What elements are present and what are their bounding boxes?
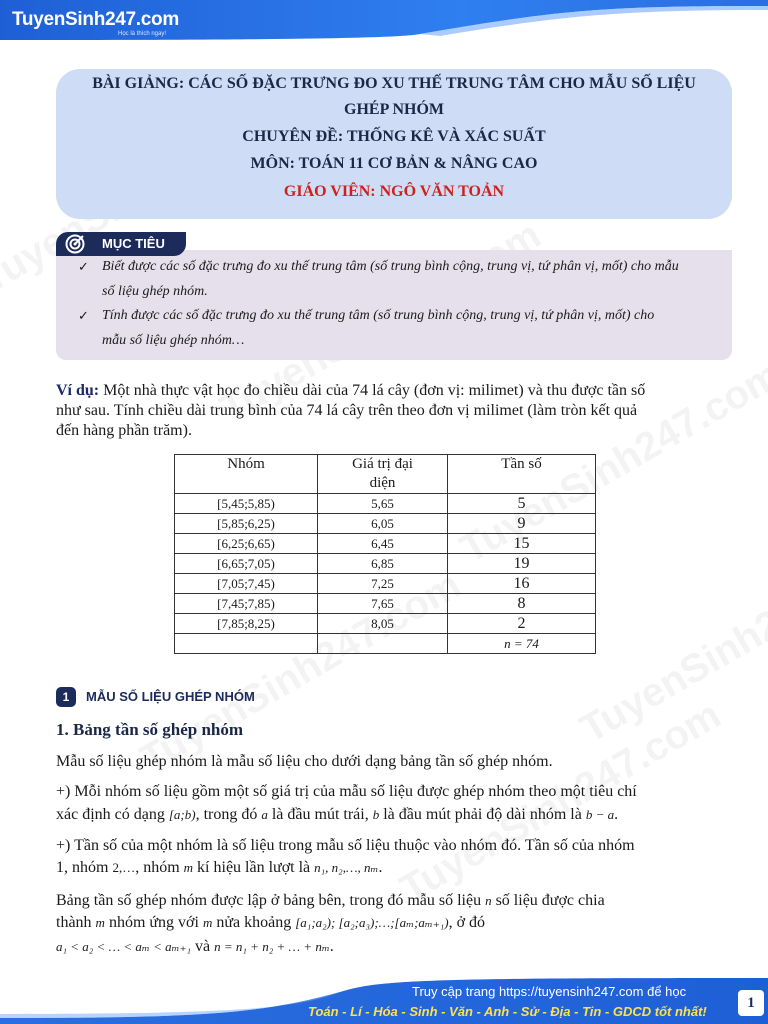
table-total-row (175, 634, 596, 654)
frequency-cell: 8 (448, 594, 596, 614)
text: , ở đó (448, 914, 486, 931)
group-cell: [6,65;7,05) (175, 554, 318, 574)
table-row (175, 494, 596, 514)
site-logo[interactable]: TuyenSinh247.com (12, 9, 179, 30)
math-expression: n = n₁ + n₂ + … + nₘ (214, 939, 330, 954)
group-description-paragraph (56, 782, 732, 824)
text: nửa khoảng (216, 914, 292, 931)
table-row (175, 594, 596, 614)
frequency-description-line1: +) Tần số của một nhóm là số liệu trong mẫu số liệu thuộc vào nhóm đó. Tần số của nhóm (56, 837, 635, 854)
group-description-line1: +) Mỗi nhóm số liệu gồm một số giá trị của mẫu số liệu được ghép nhóm theo một tiêu chí (56, 783, 637, 800)
table-row (175, 554, 596, 574)
value-cell: 6,05 (318, 514, 448, 534)
text: xác định có dạng (56, 806, 165, 823)
empty-cell (318, 634, 448, 654)
math-expression: m (202, 915, 213, 930)
text: , nhóm (135, 859, 180, 876)
math-expression: n (485, 893, 492, 908)
text: là đầu mút phải độ dài nhóm là (383, 806, 582, 823)
text: Bảng tần số ghép nhóm được lập ở bảng bên, trong đó mẫu số liệu (56, 892, 482, 909)
page-number: 1 (738, 990, 764, 1016)
teacher-name: GIÁO VIÊN: NGÔ VĂN TOẢN (283, 183, 505, 200)
text: kí hiệu lần lượt là (197, 859, 311, 876)
math-expression: [a₁;a₂); [a₂;a₃);…;[aₘ;aₘ₊₁) (295, 915, 449, 930)
text: . (614, 806, 619, 823)
frequency-cell: 9 (448, 514, 596, 534)
frequency-cell: 2 (448, 614, 596, 634)
table-construction-paragraph (56, 891, 732, 956)
value-cell: 7,25 (318, 574, 448, 594)
logo-tagline: Học là thích ngay! (118, 31, 167, 37)
title-box (56, 69, 732, 219)
subsection-title: 1. Bảng tần số ghép nhóm (56, 720, 244, 739)
math-expression: a₁ < a₂ < … < aₘ < aₘ₊₁ (56, 939, 192, 954)
math-expression: 2,… (112, 860, 136, 875)
text: và (195, 938, 211, 955)
math-expression: b − a (585, 807, 615, 822)
lesson-title-line1: BÀI GIẢNG: CÁC SỐ ĐẶC TRƯNG ĐO XU THẾ TRUNG TÂM CHO MẪU SỐ LIỆU (92, 75, 696, 92)
empty-cell (175, 634, 318, 654)
footer-subjects-text: Toán - Lí - Hóa - Sinh - Văn - Anh - Sử - Địa - Tin - GDCD tốt nhất! (308, 1004, 707, 1019)
check-icon: ✓ (78, 259, 89, 274)
definition-paragraph: Mẫu số liệu ghép nhóm là mẫu số liệu cho dưới dạng bảng tần số ghép nhóm. (56, 753, 553, 770)
frequency-description-paragraph (56, 836, 732, 877)
table-row (175, 614, 596, 634)
frequency-cell: 15 (448, 534, 596, 554)
example-line1: Một nhà thực vật học đo chiều dài của 74 lá cây (đơn vị: milimet) và thu được tần số (103, 382, 646, 399)
math-expression: [a;b) (168, 807, 196, 822)
frequency-description-line2 (56, 858, 732, 877)
frequency-cell: 16 (448, 574, 596, 594)
objectives-label: MỤC TIÊU (102, 236, 165, 251)
group-cell: [6,25;6,65) (175, 534, 318, 554)
group-cell: [5,85;6,25) (175, 514, 318, 534)
subject-title: MÔN: TOÁN 11 CƠ BẢN & NÂNG CAO (250, 155, 538, 172)
value-cell: 6,85 (318, 554, 448, 574)
group-cell: [7,05;7,45) (175, 574, 318, 594)
text: . (378, 859, 383, 876)
frequency-cell: 19 (448, 554, 596, 574)
group-cell: [5,45;5,85) (175, 494, 318, 514)
text: nhóm ứng với (108, 914, 199, 931)
value-cell: 5,65 (318, 494, 448, 514)
frequency-cell: 5 (448, 494, 596, 514)
header-frequency: Tần số (448, 455, 596, 494)
math-expression: b (372, 807, 380, 822)
table-row (175, 574, 596, 594)
text: , trong đó (195, 806, 258, 823)
text: 1, nhóm (56, 859, 109, 876)
objective-2-line2: mẫu số liệu ghép nhóm… (102, 333, 245, 348)
frequency-table (174, 454, 596, 654)
math-expression: m (95, 915, 105, 930)
header-representative (318, 455, 448, 494)
objective-2-line1: Tính được các số đặc trưng đo xu thế trung tâm (số trung bình cộng, trung vị, tứ phân vị, mốt) cho (102, 308, 655, 323)
example-line3: đến hàng phần trăm). (56, 422, 192, 439)
total-cell: n = 74 (448, 634, 596, 654)
footer-website-text[interactable]: Truy cập trang https://tuyensinh247.com để học (412, 984, 687, 999)
group-cell: [7,85;8,25) (175, 614, 318, 634)
header-group: Nhóm (175, 455, 318, 494)
section-number-badge: 1 (56, 687, 76, 707)
objective-1-line1: Biết được các số đặc trưng đo xu thế trung tâm (số trung bình cộng, trung vị, tứ phân vị, mốt) cho mẫu (102, 259, 679, 274)
group-description-line2 (56, 805, 732, 824)
math-expression: a (261, 807, 268, 822)
example-line2: như sau. Tính chiều dài trung bình của 74 lá cây trên theo đơn vị milimet (làm tròn kết quả (56, 402, 638, 419)
target-icon (64, 233, 86, 255)
lesson-title-line2: GHÉP NHÓM (344, 101, 444, 118)
text: là đầu mút trái, (271, 806, 369, 823)
construction-line1 (56, 891, 732, 910)
table-row (175, 534, 596, 554)
example-label: Ví dụ: (56, 382, 100, 399)
value-cell: 6,45 (318, 534, 448, 554)
construction-line3 (56, 937, 732, 956)
text: số liệu được chia (495, 892, 605, 909)
text: . (329, 938, 334, 955)
header-representative-line1: Giá trị đại (352, 456, 413, 472)
example-paragraph (56, 381, 732, 440)
group-cell: [7,45;7,85) (175, 594, 318, 614)
value-cell: 8,05 (318, 614, 448, 634)
check-icon: ✓ (78, 308, 89, 323)
objective-1-line2: số liệu ghép nhóm. (102, 284, 208, 299)
value-cell: 7,65 (318, 594, 448, 614)
header-representative-line2: diện (369, 475, 396, 491)
table-row (175, 514, 596, 534)
topic-title: CHUYÊN ĐỀ: THỐNG KÊ VÀ XÁC SUẤT (242, 128, 546, 145)
section-title: MẪU SỐ LIỆU GHÉP NHÓM (86, 689, 255, 704)
text: thành (56, 914, 92, 931)
objectives-box (56, 250, 732, 360)
math-expression: n₁, n₂,…, nₘ (314, 860, 379, 875)
construction-line2 (56, 913, 732, 932)
math-expression: m (183, 860, 194, 875)
table-header-row (175, 455, 596, 494)
